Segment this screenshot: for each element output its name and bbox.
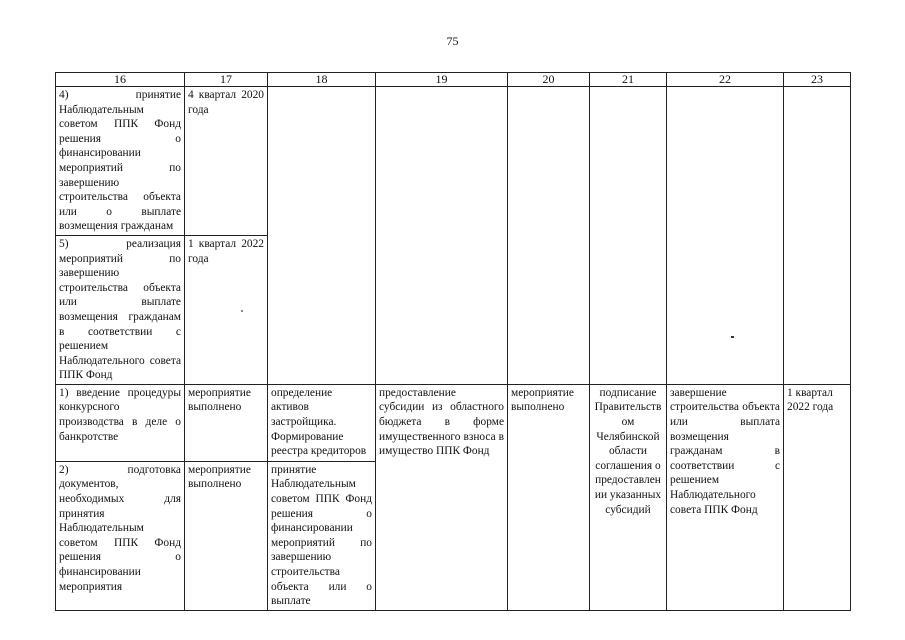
cell-r3-c22: завершение строительства объекта или выплата возмещения гражданам в соответствии с решением Наблюдательного совета ППК Фонд bbox=[667, 384, 784, 610]
cell-r2-c16: 5) реализация мероприятий по завершению строительства объекта или выплате возмещения гражданам в соответствии с решением Наблюдательного совета ППК Фонд bbox=[56, 235, 185, 384]
table-row bbox=[56, 87, 851, 236]
cell-r3-c20: мероприятие выполнено bbox=[508, 384, 590, 610]
cell-r3-c21: подписание Правительством Челябинской области соглашения о предоставлении указанных субсидий bbox=[590, 384, 667, 610]
scan-speck bbox=[731, 336, 734, 338]
column-header-19: 19 bbox=[376, 73, 508, 87]
cell-r1-c17: 4 квартал 2020 года bbox=[185, 87, 268, 236]
cell-empty-c23 bbox=[784, 87, 851, 385]
cell-empty-c22 bbox=[667, 87, 784, 385]
column-header-16: 16 bbox=[56, 73, 185, 87]
cell-r4-c16: 2) подготовка документов, необходимых для принятия Наблюдательным советом ППК Фонд решения о финансировании мероприятия bbox=[56, 461, 185, 610]
cell-r2-c17: 1 квартал 2022 года bbox=[185, 235, 268, 384]
cell-r3-c16: 1) введение процедуры конкурсного производства в деле о банкротстве bbox=[56, 384, 185, 461]
cell-empty-c18 bbox=[268, 87, 376, 385]
cell-r1-c16: 4) принятие Наблюдательным советом ППК Фонд решения о финансировании мероприятий по завершению строительства объекта или о выплате возмещения гражданам bbox=[56, 87, 185, 236]
cell-r3-c18: определение активов застройщика. Формирование реестра кредиторов bbox=[268, 384, 376, 461]
column-header-17: 17 bbox=[185, 73, 268, 87]
cell-r4-c18: принятие Наблюдательным советом ППК Фонд решения о финансировании мероприятий по завершению строительства объекта или о выплате bbox=[268, 461, 376, 610]
table-row bbox=[56, 384, 851, 461]
cell-r3-c19: предоставление субсидии из областного бюджета в форме имущественного взноса в имущество ППК Фонд bbox=[376, 384, 508, 610]
column-header-23: 23 bbox=[784, 73, 851, 87]
column-header-21: 21 bbox=[590, 73, 667, 87]
column-header-18: 18 bbox=[268, 73, 376, 87]
column-header-22: 22 bbox=[667, 73, 784, 87]
column-header-20: 20 bbox=[508, 73, 590, 87]
cell-r3-c23: 1 квартал 2022 года bbox=[784, 384, 851, 610]
cell-r3-c17: мероприятие выполнено bbox=[185, 384, 268, 461]
header-row bbox=[56, 73, 851, 87]
page-number: 75 bbox=[446, 34, 459, 48]
scan-speck bbox=[241, 310, 243, 312]
cell-r4-c17: мероприятие выполнено bbox=[185, 461, 268, 610]
cell-empty-c20 bbox=[508, 87, 590, 385]
cell-empty-c21 bbox=[590, 87, 667, 385]
data-table bbox=[55, 72, 851, 611]
cell-empty-c19 bbox=[376, 87, 508, 385]
